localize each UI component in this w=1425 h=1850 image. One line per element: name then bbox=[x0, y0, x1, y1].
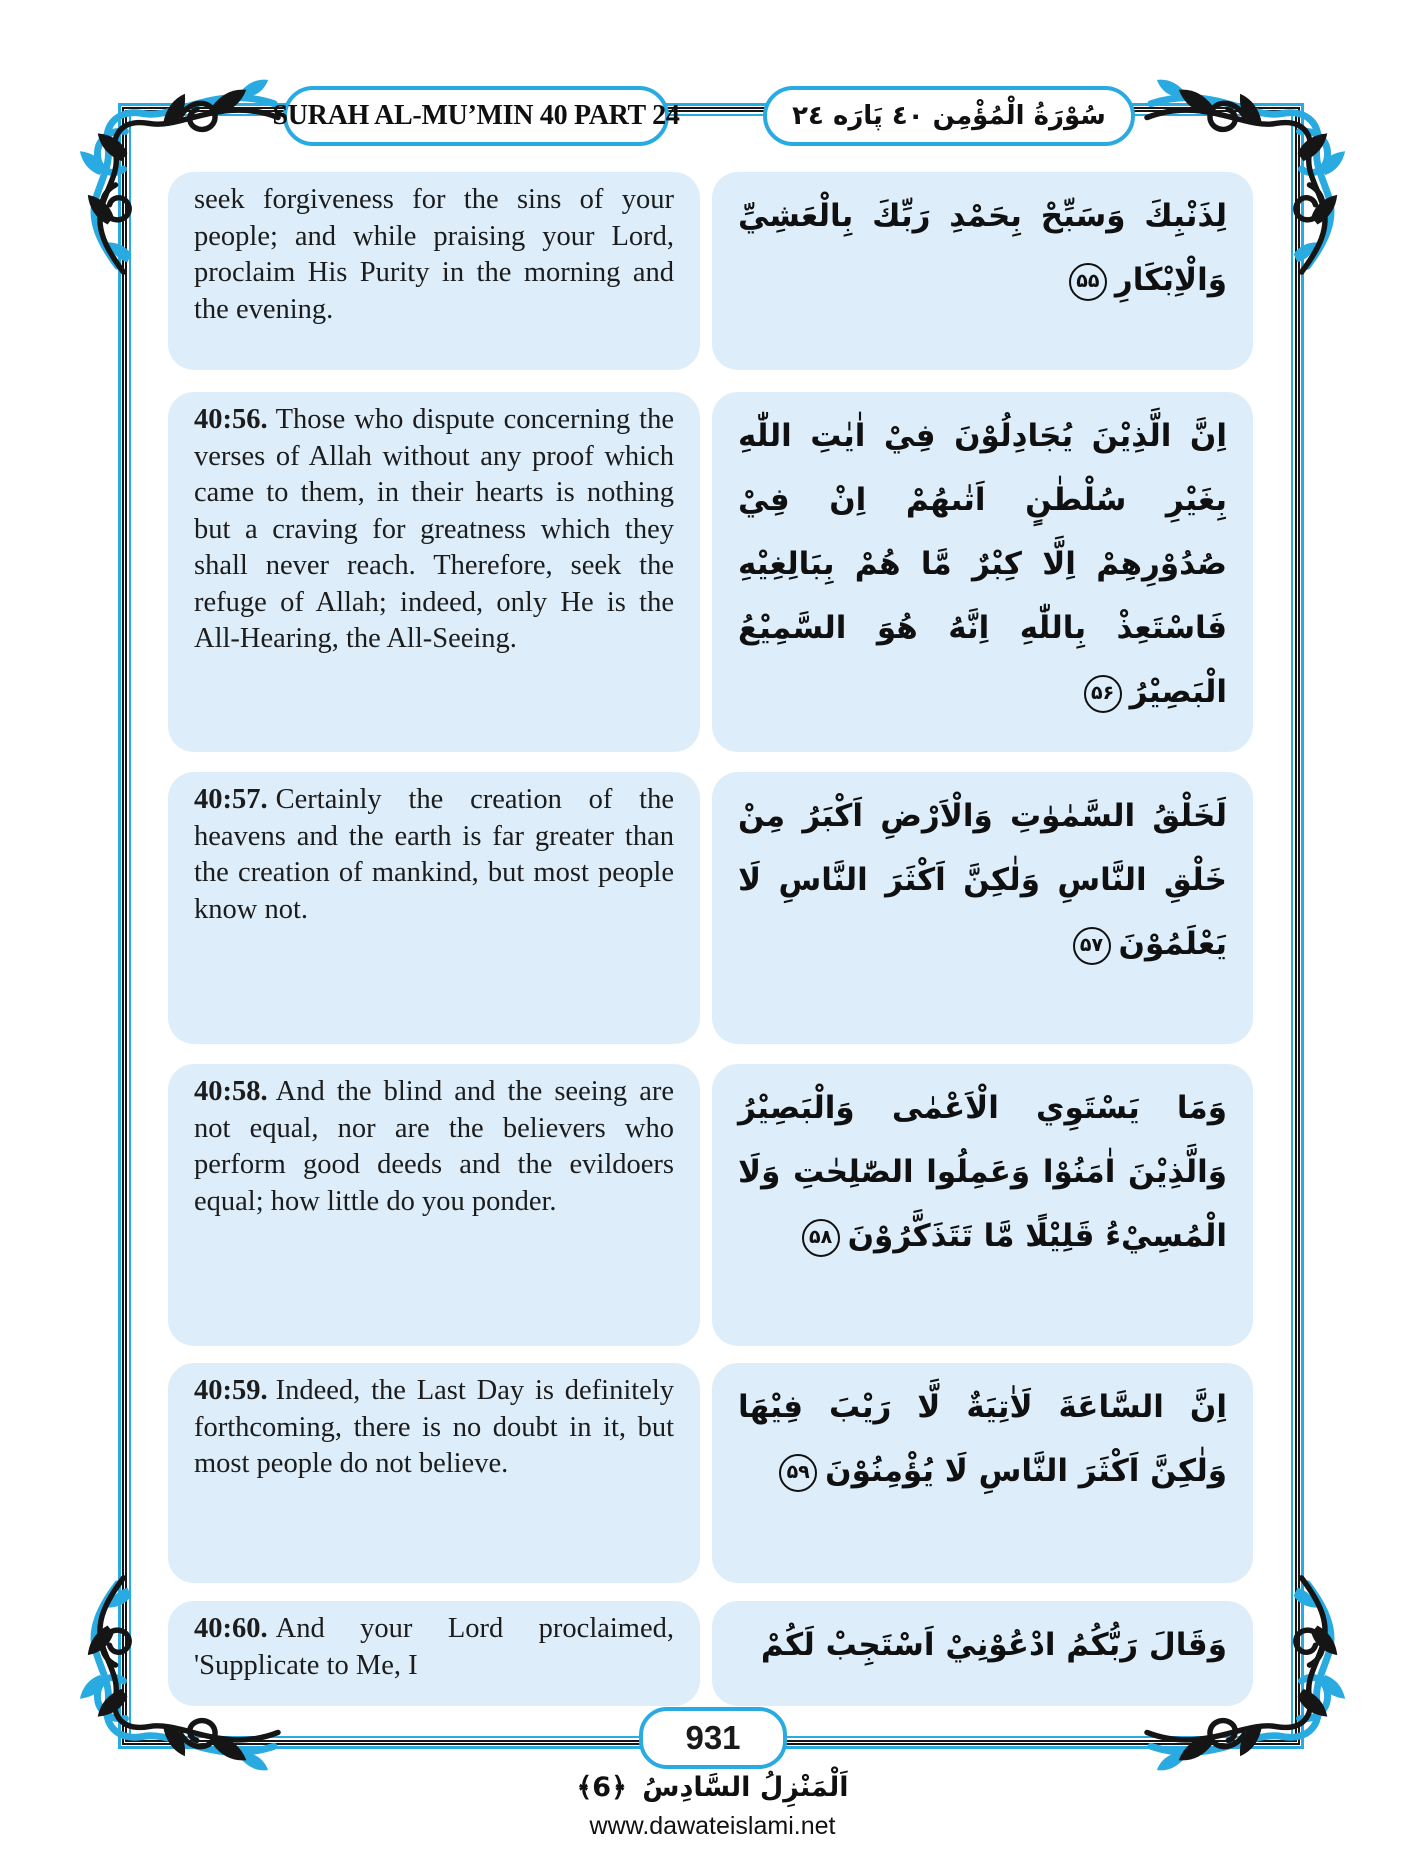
manzil-footer bbox=[0, 1772, 1425, 1803]
english-text: seek forgiveness for the sins of your people; and while praising your Lord, proclaim His Purity in the morning and the evening. bbox=[194, 184, 674, 325]
corner-flourish-bottom-left-icon bbox=[64, 1566, 282, 1784]
header-title-english-pill bbox=[272, 86, 680, 146]
page-number-pill bbox=[639, 1707, 787, 1769]
verse-label: 40:56. bbox=[194, 404, 268, 435]
corner-flourish-bottom-right-icon bbox=[1143, 1566, 1361, 1784]
english-text: 40:56. Those who dispute concerning the verses of Allah without any proof which came to them, in their hearts is nothing but a craving for greatness which they shall never reach. Therefore, seek the refuge of Allah; indeed, only He is the All-Hearing, the All-Seeing. bbox=[194, 404, 674, 654]
page-number: 931 bbox=[685, 1719, 741, 1756]
manzil-number: ﴿6﴾ bbox=[576, 1772, 627, 1803]
verse-label: 40:58. bbox=[194, 1076, 268, 1107]
ayah-number-badge: ۵۹ bbox=[779, 1454, 817, 1492]
arabic-verse-box bbox=[712, 392, 1253, 752]
english-translation-box bbox=[168, 392, 700, 752]
arabic-text: اِنَّ الَّذِيْنَ يُجَادِلُوْنَ فِيْ اٰيٰتِ اللّٰهِ بِغَيْرِ سُلْطٰنٍ اَتٰىهُمْ اِنْ فِيْ صُدُوْرِهِمْ اِلَّا كِبْرٌ مَّا هُمْ بِبَالِغِيْهِ فَاسْتَعِذْ بِاللّٰهِ اِنَّهُ هُوَ السَّمِيْعُ الْبَصِيْرُ۵۶ bbox=[738, 404, 1227, 724]
arabic-text: وَمَا يَسْتَوِي الْاَعْمٰى وَالْبَصِيْرُ وَالَّذِيْنَ اٰمَنُوْا وَعَمِلُوا الصّٰلِحٰتِ وَلَا الْمُسِيْءُ قَلِيْلًا مَّا تَتَذَكَّرُوْنَ۵۸ bbox=[738, 1076, 1227, 1268]
corner-flourish-top-left-icon bbox=[64, 66, 282, 284]
manzil-title: اَلْمَنْزِلُ السَّادِسُ bbox=[642, 1772, 849, 1803]
ayah-number-badge: ۵۸ bbox=[802, 1219, 840, 1257]
arabic-verse-box bbox=[712, 772, 1253, 1044]
ayah-number-badge: ۵۶ bbox=[1084, 675, 1122, 713]
header-title-arabic-pill bbox=[763, 86, 1135, 146]
english-text: 40:60. And your Lord proclaimed, 'Supplicate to Me, I bbox=[194, 1613, 674, 1681]
arabic-text: اِنَّ السَّاعَةَ لَاٰتِيَةٌ لَّا رَيْبَ فِيْهَا وَلٰكِنَّ اَكْثَرَ النَّاسِ لَا يُؤْمِنُوْنَ۵۹ bbox=[738, 1375, 1227, 1503]
ayah-number-badge: ۵۷ bbox=[1073, 927, 1111, 965]
english-translation-box bbox=[168, 1363, 700, 1583]
verse-label: 40:60. bbox=[194, 1613, 268, 1644]
header-title-arabic: سُوْرَةُ الْمُؤْمِن ٤٠ پَارَه ٢٤ bbox=[792, 101, 1106, 131]
verse-label: 40:57. bbox=[194, 784, 268, 815]
english-text: 40:59. Indeed, the Last Day is definitely forthcoming, there is no doubt in it, but most people do not believe. bbox=[194, 1375, 674, 1479]
verse-label: 40:59. bbox=[194, 1375, 268, 1406]
english-text: 40:58. And the blind and the seeing are not equal, nor are the believers who perform good deeds and the evildoers equal; how little do you ponder. bbox=[194, 1076, 674, 1217]
english-text: 40:57. Certainly the creation of the heavens and the earth is far greater than the creation of mankind, but most people know not. bbox=[194, 784, 674, 925]
arabic-text: لَخَلْقُ السَّمٰوٰتِ وَالْاَرْضِ اَكْبَرُ مِنْ خَلْقِ النَّاسِ وَلٰكِنَّ اَكْثَرَ النَّاسِ لَا يَعْلَمُوْنَ۵۷ bbox=[738, 784, 1227, 976]
ayah-number-badge: ۵۵ bbox=[1069, 263, 1107, 301]
arabic-verse-box bbox=[712, 1064, 1253, 1346]
english-translation-box bbox=[168, 1064, 700, 1346]
header-title-english: SURAH AL-MU’MIN 40 PART 24 bbox=[272, 100, 680, 131]
arabic-text: وَقَالَ رَبُّكُمُ ادْعُوْنِيْ اَسْتَجِبْ لَكُمْ bbox=[760, 1627, 1227, 1663]
english-translation-box bbox=[168, 772, 700, 1044]
arabic-text: لِذَنْبِكَ وَسَبِّحْ بِحَمْدِ رَبِّكَ بِالْعَشِيِّ وَالْاِبْكَارِ۵۵ bbox=[738, 184, 1227, 312]
arabic-verse-box bbox=[712, 1363, 1253, 1583]
website-url: www.dawateislami.net bbox=[589, 1812, 836, 1840]
corner-flourish-top-right-icon bbox=[1143, 66, 1361, 284]
